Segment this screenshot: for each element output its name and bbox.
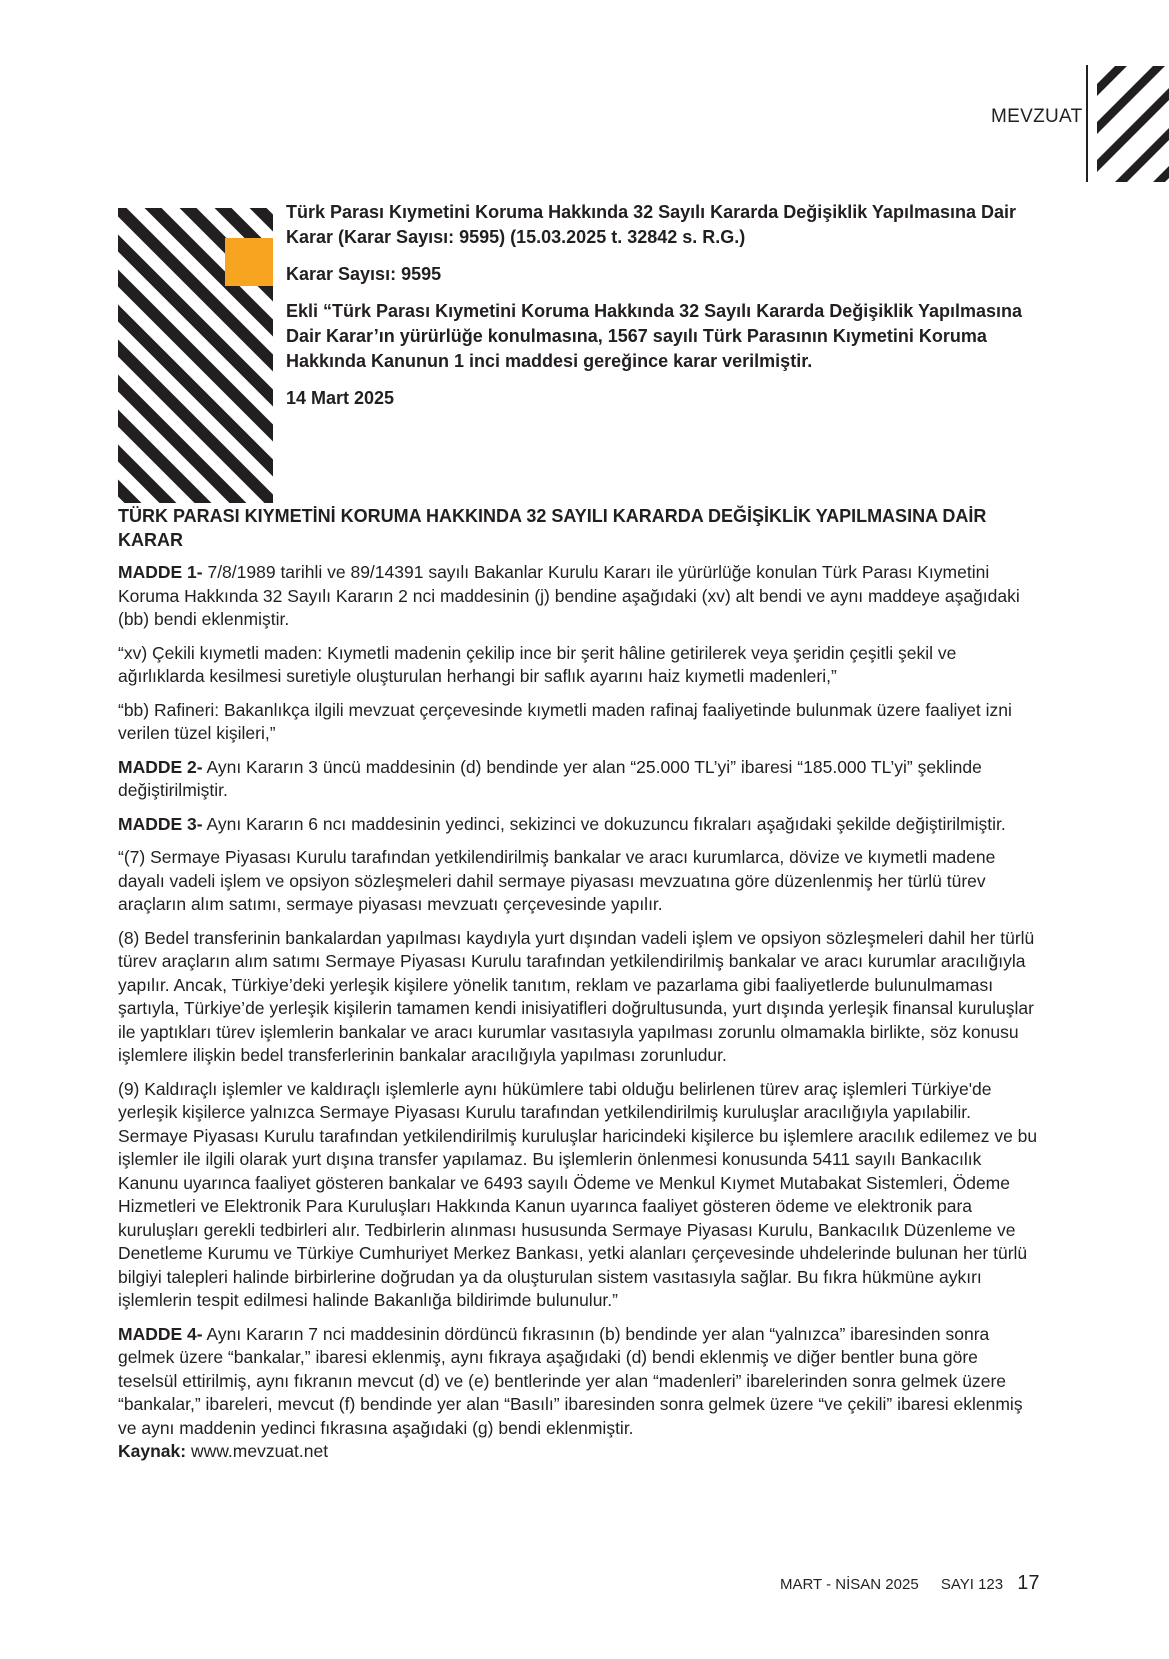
decree-preamble: Ekli “Türk Parası Kıymetini Koruma Hakkında 32 Sayılı Kararda Değişiklik Yapılmasına Dair Karar’ın yürürlüğe konulmasına, 1567 sayılı Türk Parasının Kıymetini Koruma Hakkında Kanunun 1 inci maddesi gereğince karar verilmiştir. (286, 301, 1022, 371)
issue-period: MART - NİSAN 2025 (780, 1576, 919, 1593)
article-body (118, 504, 1038, 1474)
article-2 (118, 756, 1038, 803)
article-3 (118, 813, 1038, 837)
article-3-label: MADDE 3- (118, 813, 203, 834)
accent-square (225, 238, 273, 286)
paragraph-9: (9) Kaldıraçlı işlemler ve kaldıraçlı işlemlerle aynı hükümlere tabi olduğu belirlenen türev araç işlemleri Türkiye'de yerleşik kişilerce yalnızca Sermaye Piyasası Kurulu tarafından yetkilendirilmiş kuruluşlar aracılığıyla yapılabilir. Sermaye Piyasası Kurulu tarafından yetkilendirilmiş kuruluşlar haricindeki kişilerce bu işlemlere aracılık edilemez ve bu işlemler ile ilgili olarak yurt dışına transfer yapılamaz. Bu işlemlerin önlenmesi konusunda 5411 sayılı Bankacılık Kanunu uyarınca faaliyet gösteren bankalar ve 6493 sayılı Ödeme ve Menkul Kıymet Mutabakat Sistemleri, Ödeme Hizmetleri ve Elektronik Para Kuruluşları Hakkında Kanun uyarınca faaliyet gösteren ödeme ve elektronik para kuruluşları gerekli tedbirleri alır. Tedbirlerin alınması hususunda Sermaye Piyasası Kurulu, Bankacılık Düzenleme ve Denetleme Kurumu ve Türkiye Cumhuriyet Merkez Bankası, yetki alanları çerçevesinde uhdelerinde bulunan her türlü bilgiyi talepleri halinde birbirlerine doğrudan ya da oluşturulan sistem vasıtasıyla sağlar. Bu fıkra hükmüne aykırı işlemlerin tespit edilmesi halinde Bakanlığa bildirimde bulunulur.” (118, 1078, 1038, 1310)
source-label: Kaynak: (118, 1441, 187, 1461)
article-1-text: 7/8/1989 tarihli ve 89/14391 sayılı Bakanlar Kurulu Kararı ile yürürlüğe konulan Türk Parası Kıymetini Koruma Hakkında 32 Sayılı Kararın 2 nci maddesinin (j) bendine aşağıdaki (xv) alt bendi ve aynı maddeye aşağıdaki (bb) bendi eklenmiştir. (118, 562, 1020, 629)
header-divider (1086, 65, 1088, 182)
article-1-label: MADDE 1- (118, 562, 203, 582)
source-line (118, 1440, 1038, 1464)
article-4-text: Aynı Kararın 7 nci maddesinin dördüncü fıkrasının (b) bendinde yer alan “yalnızca” ibaresinden sonra gelmek üzere “bankalar,” ibaresi eklenmiş, aynı fıkraya aşağıdaki (d) bendi eklenmiş ve diğer bentler buna göre teselsül ettirilmiş, aynı fıkranın mevcut (d) ve (e) bentlerinde yer alan “madenleri” ibarelerinden sonra gelmek üzere “bankalar,” ibareleri, mevcut (f) bendinde yer alan “Basılı” ibaresinden sonra gelmek üzere “ve çekili” ibaresi eklenmiş ve aynı maddenin yedinci fıkrasına aşağıdaki (g) bendi eklenmiştir. (118, 1323, 1023, 1438)
clause-xv: “xv) Çekili kıymetli maden: Kıymetli madenin çekilip ince bir şerit hâline getirilerek veya şeridin çeşitli şekil ve ağırlıklarda kesilmesi suretiyle oluşturulan herhangi bir saflık ayarını haiz kıymetli madenleri,” (118, 642, 957, 686)
decree-title: Türk Parası Kıymetini Koruma Hakkında 32 Sayılı Kararda Değişiklik Yapılmasına Dair Karar (Karar Sayısı: 9595) (15.03.2025 t. 32842 s. R.G.) (286, 202, 1016, 247)
article-2-text: Aynı Kararın 3 üncü maddesinin (d) bendinde yer alan “25.000 TL’yi” ibaresi “185.000 TL’yi” şeklinde değiştirilmiştir. (118, 756, 982, 800)
issue-number: SAYI 123 (940, 1576, 1004, 1593)
decree-date: 14 Mart 2025 (286, 388, 395, 408)
paragraph-7: “(7) Sermaye Piyasası Kurulu tarafından yetkilendirilmiş bankalar ve aracı kurumlarca, dövize ve kıymetli madene dayalı vadeli işlem ve opsiyon sözleşmeleri dahil sermaye piyasası mevzuatına göre düzenlenmiş her türlü türev araçların alım satımı, sermaye piyasası mevzuatı çerçevesinde yapılır. (118, 847, 996, 914)
source-link[interactable]: www.mevzuat.net (186, 1441, 329, 1461)
decision-number: Karar Sayısı: 9595 (286, 264, 442, 284)
article-3-text: Aynı Kararın 6 ncı maddesinin yedinci, sekizinci ve dokuzuncu fıkraları aşağıdaki şekilde değiştirilmiştir. (202, 813, 1006, 834)
clause-bb: “bb) Rafineri: Bakanlıkça ilgili mevzuat çerçevesinde kıymetli maden rafinaj faaliyetinde bulunmak üzere faaliyet izni verilen tüzel kişileri,” (118, 699, 1012, 743)
article-4 (118, 1323, 1038, 1441)
section-label: MEVZUAT (991, 106, 1083, 127)
header-stripe-pattern (1097, 66, 1169, 182)
article-4-label: MADDE 4- (118, 1323, 203, 1344)
stripe-group (1097, 66, 1169, 182)
article-2-label: MADDE 2- (118, 756, 203, 777)
article-1 (118, 561, 1038, 632)
paragraph-8: (8) Bedel transferinin bankalardan yapılması kaydıyla yurt dışından vadeli işlem ve opsiyon sözleşmeleri dahil her türlü türev araçların alım satımı Sermaye Piyasası Kurulu tarafından yetkilendirilmiş bankalar ve aracı kurumlar aracılığıyla yapılır. Ancak, Türkiye’deki yerleşik kişilere yönelik tanıtım, reklam ve pazarlama gibi faaliyetlerde bulunulmaması şartıyla, Türkiye’de yerleşik kişilerin tamamen kendi inisiyatifleri doğrultusunda, yurt dışında yerleşik finansal kuruluşlar ile yaptıkları türev işlemlerin bankalar ve aracı kurumlar vasıtasıyla yapılması zorunlu olmamakla birlikte, söz konusu işlemlere ilişkin bedel transferlerinin bankalar aracılığıyla yapılması zorunludur. (118, 927, 1035, 1065)
page-footer (780, 1572, 1040, 1595)
intro-block (286, 200, 1046, 423)
decree-heading: TÜRK PARASI KIYMETİNİ KORUMA HAKKINDA 32 SAYILI KARARDA DEĞİŞİKLİK YAPILMASINA DAİR KARAR (118, 506, 987, 550)
page-number: 17 (1017, 1572, 1040, 1594)
